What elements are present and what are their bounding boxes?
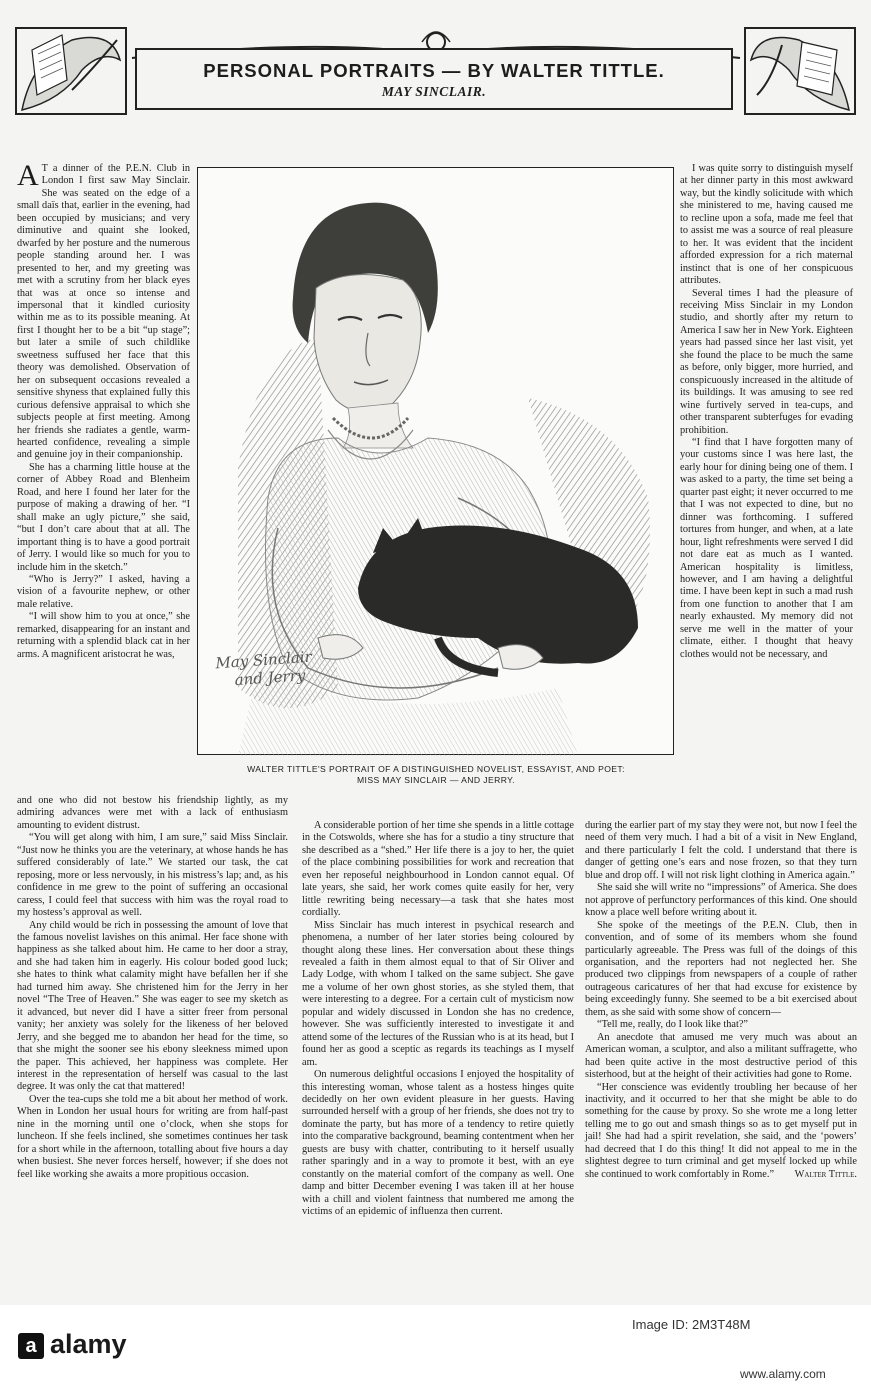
brand-url: www.alamy.com (740, 1367, 826, 1381)
article-paragraph: A T a dinner of the P.E.N. Club in London I first saw May Sinclair. She was seated on the edge of a small daïs that, earlier in the evening, had been occupied by musicians; and very diminutive and quaint she looked, dwarfed by her posture and the numerous people standing around her. I was presented to her, and my greeting was met with a scrutiny from her black eyes that was at once so intense and impersonal that it kindled curiosity within me as to its possible meaning. At first I thought her to be a bit “up stage”; but later a smile of such childlike sweetness suffused her face that this theory was demolished. Observation of her on subsequent occasions revealed a sensitive shyness that explained fully this curious defensive appraisal to which she subjects people at first meeting. Among her friends she radiates a gentle, warm-hearted confidence, revealing a simple and genuine joy in their companionship. (17, 159, 190, 461)
article-paragraph: I was quite sorry to distinguish myself at her dinner party in this most awkward way, but the kindly solicitude with which she ministered to me, having caused me to recline upon a sofa, made me feel that to assist me was a source of real pleasure to her. It was evident that the incident afforded expression for a rich maternal instinct that is one of her conspicuous attributes. (680, 163, 853, 287)
article-column-bottom-middle (302, 820, 574, 1219)
article-paragraph: and one who did not bestow his friendship lightly, as my admiring advances were met with a lack of enthusiasm amounting to evident distrust. (17, 795, 288, 831)
title-box (135, 48, 733, 110)
article-paragraph: Miss Sinclair has much interest in psychical research and phenomena, a number of her later stories being coloured by thought along these lines. Her conversation about these things revealed a faith in them almost equal to that of Sir Oliver and Lady Lodge, with whom I talked on the same subject. She gave me a volume of her own ghost stories, as she styled them, that were interesting to a degree. For a certain cult of mysticism now popular and widely discussed in London she has no credence, however. She was sufficiently interested to investigate it and attend some of the lectures of the Russian who is at its head, but I found her as good a sceptic as regards its teachings as I myself am. (302, 919, 574, 1068)
artist-inscription: May Sinclair and Jerry (214, 647, 313, 690)
article-paragraph: She spoke of the meetings of the P.E.N. Club, then in convention, and of some of its members whom she found particularly agreeable. The Press was full of the doings of this organisation, and the reporters had not neglected her. She produced two clippings from newspapers of a couple of rather outrageous caricatures of her that had excuse for existence by being exceedingly funny. She seemed to be a bit exercised about them, as she said with some show of concern— (585, 919, 857, 1018)
article-paragraph: “You will get along with him, I am sure,” said Miss Sinclair. “Just now he thinks you are the veterinary, at whose hands he has suffered considerably of late.” We started our task, the cat reposing, more or less nervously, in his mistress’s lap; and, as his confidence in me grew to the point of suffering an occasional caress, I could feel that success with him was the royal road to my hostess’s approval as well. (17, 832, 288, 919)
watermark-strip (0, 1305, 871, 1390)
article-paragraph: She has a charming little house at the corner of Abbey Road and Blenheim Road, and here I found her later for the purpose of making a drawing of her. “I shall make an ugly picture,” she said, “but I don’t care about that at all. The important thing is to have a good portrait of Jerry. I would like so much for you to include him in the sketch.” (17, 461, 190, 573)
article-paragraph: An anecdote that amused me very much was about an American woman, a sculptor, and also a militant suffragette, who had been quite active in the most destructive period of this sisterhood, but at the height of their activities had gone to Rome. (585, 1031, 857, 1081)
portrait-illustration (197, 167, 674, 755)
image-id-label: Image ID: 2M3T48M (632, 1317, 751, 1332)
article-paragraph: Over the tea-cups she told me a bit about her method of work. When in London her usual hours for writing are from half-past nine in the morning until one o’clock, when she stops for luncheon. If she feels inclined, she sometimes continues her task for a short while in the afternoon, totalling about five hours a day when busiest. She never forces herself, however; if she does not feel like working she awaits a more propitious occasion. (17, 1093, 288, 1180)
article-column-left (17, 159, 190, 661)
article-paragraph: “Tell me, really, do I look like that?” (597, 1019, 749, 1031)
brand-logo: a alamy (18, 1329, 127, 1360)
brand-icon: a (18, 1333, 44, 1359)
article-paragraph: She said she will write no “impressions” of America. She does not approve of perfunctory performances of this kind. One should know a place well before writing about it. (585, 882, 857, 919)
article-paragraph: “I find that I have forgotten many of your customs since I was here last, the early hour for dining being one of them. I was asked to a party, the time set being a quarter past eight; it never occurred to me that I was not expected to dine, but no dinner was forthcoming. I suffered tortures from hunger, and when, at a late hour, light refreshments were served I did not dare eat as much as I wanted. American hospitality is limitless, however, and I am having a delightful time. I have been kept in such a mad rush from one function to another that I am nearly exhausted. My memory did not serve me well in the matter of your climate, either. I thought that heavy clothes would not be necessary, and (680, 436, 853, 660)
article-column-bottom-left (17, 795, 288, 1181)
article-paragraph: “Her conscience was evidently troubling her because of her inactivity, and it occurred to her that she might be able to do something for the cause by proxy. So she wrote me a long letter telling me to go out and smash things so as to get myself put in jail! She had had a spirit revelation, she said, and the ‘powers’ had decreed that I do this thing! It did not appeal to me in the slightest degree to turn criminal and get myself locked up while she continued to work comfortably in Rome.” Walter Tittle. (585, 1081, 857, 1180)
page-subtitle: MAY SINCLAIR. (381, 84, 487, 99)
article-paragraph: On numerous delightful occasions I enjoyed the hospitality of this interesting woman, whose talent as a hostess hinges quite decidedly on her own evident pleasure in her guests. Having surrounded herself with a group of her friends, she does not try to dominate the party, but has more of a tendency to retire quietly into the comparative background, beaming contentment when her guests are busy with chatter, contributing to it herself usually rather sparingly and in a way to promote it best, with an eye constantly on the material comfort of the company as well. One damp and bitter December evening I was taken ill at her house with a chill and violent faintness that numbered me among the victims of an epidemic of influenza then current. (302, 1069, 574, 1218)
article-paragraph: Any child would be rich in possessing the amount of love that the famous novelist lavishes on this animal. Her face shone with happiness as she talked about him. He came to her door a stray, and she had taken him in eagerly. His colour boded good luck; she hates to think what calamity might have befallen her if she had turned him away. She christened him for the Jerry in her novel “The Tree of Heaven.” She was eager to see my sketch as it advanced, but never did I have a sitter freer from personal vanity; her anxiety was solely for the likeness of her beloved Jerry, and she begged me to abandon her head for the time, so that she might the sooner see his ebony sleekness mimed upon the paper. This achieved, her happiness was complete. Her interest in the representation of herself was casual to the last degree. It was only the cat that mattered! (17, 919, 288, 1093)
drop-cap: A (17, 159, 39, 192)
article-paragraph: “Who is Jerry?” I asked, having a vision of a favourite nephew, or other male relative. (17, 573, 190, 610)
article-paragraph: “I will show him to you at once,” she remarked, disappearing for an instant and returning with a splendid black cat in her arms. A magnificent aristocrat he was, (17, 611, 190, 660)
article-column-bottom-right (585, 820, 857, 1181)
author-signature: Walter Tittle. (794, 1168, 857, 1180)
article-paragraph: Several times I had the pleasure of receiving Miss Sinclair in my London studio, and shortly after my return to America I saw her in New York. Eighteen years had passed since her last visit, yet she found the place to be much the same as before, only bigger, more hurried, and conspicuously increased in the altitude of its buildings. It was amusing to see red wine furtively served in tea-cups, and other transparent subterfuges for evading prohibition. (680, 287, 853, 436)
figure-caption: WALTER TITTLE'S PORTRAIT OF A DISTINGUISHED NOVELIST, ESSAYIST, AND POET: MISS MAY SINCLAIR — AND JERRY. (247, 764, 625, 785)
article-column-right (680, 163, 853, 661)
article-paragraph: A considerable portion of her time she spends in a little cottage in the Cotswolds, where she has for a studio a tiny structure that she described as a “shed.” Her life there is a joy to her, the quiet of the place combining possibilities for work and recreation that even her reposeful neighbourhood in London cannot equal. Of late years, she said, her work comes quite easily for her, very little rewriting being necessary—a task that she hates most cordially. (302, 820, 574, 919)
page-title: PERSONAL PORTRAITS — BY WALTER TITTLE. (203, 60, 665, 81)
article-paragraph: during the earlier part of my stay they were not, but now I feel the need of them very much. I had a bit of a visit in New England, and there particularly I felt the cold. I understand that there is danger of getting one’s ears and nose frozen, so that they turn blue and drop off. I will not risk light clothing in America again.” (585, 820, 857, 881)
